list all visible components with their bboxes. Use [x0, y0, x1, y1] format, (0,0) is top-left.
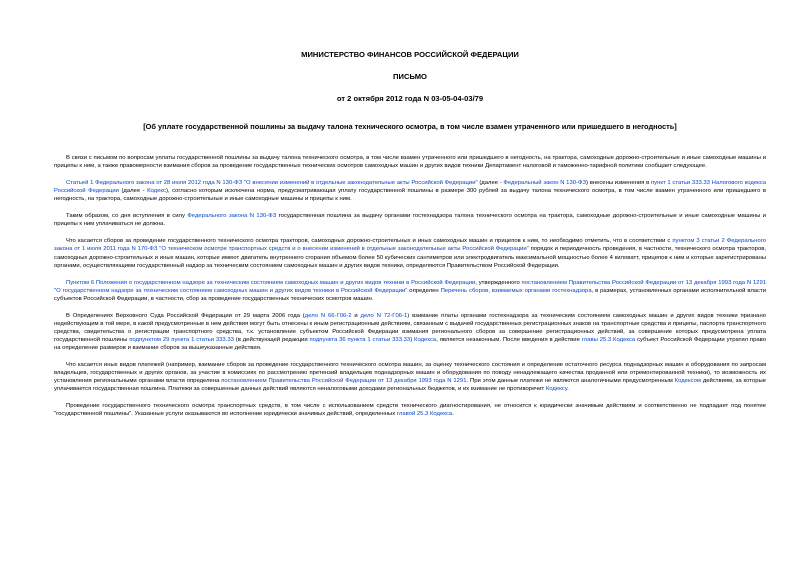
- document-date-number: от 2 октября 2012 года N 03-05-04-03/79: [336, 94, 484, 103]
- paragraph: [54, 312, 766, 352]
- paragraph-text: Что касается сборов за проведение государственного технического осмотра тракторов, самоходных дорожно-строительных и иных самоходных машин и прицепов к ним, то необходимо отметить, что в соответствии с: [66, 238, 673, 245]
- paragraph-text: (далее -: [477, 180, 504, 187]
- paragraph: [54, 237, 766, 269]
- paragraph-text: , в размерах, установленных органами исполнительной власти субъектов Российской Федерации, в частности, сбор за проведение государственных технических осмотров машин.: [54, 287, 766, 302]
- paragraph-text: и: [351, 312, 361, 319]
- document-link[interactable]: постановлением Правительства Российской Федерации от 13 декабря 1993 года N 1291 "О государственном надзоре за техническим состоянием самоходных машин и других видов техники в Российской Федерации": [54, 279, 766, 294]
- paragraph-text: , является незаконным. После введения в действие: [436, 337, 582, 344]
- paragraph: [54, 212, 766, 228]
- document-type: ПИСЬМО: [393, 72, 427, 81]
- paragraph-text: определен: [407, 287, 441, 294]
- paragraph-text: (далее -: [118, 188, 148, 195]
- document-link[interactable]: Статьей 1 Федерального закона от 28 июля 2012 года N 130-ФЗ "О внесении изменений в отдельные законодательные акты Российской Федерации": [66, 180, 478, 187]
- document-link[interactable]: подпункта 36 пункта 1 статьи 333.33: [309, 337, 411, 344]
- document-link[interactable]: главы 25.3 Кодекса: [581, 337, 636, 344]
- paragraph: [54, 154, 766, 170]
- paragraph: [54, 179, 766, 203]
- document-link[interactable]: Федеральный закон N 130-ФЗ: [503, 180, 587, 187]
- paragraph-text: В Определениях Верховного Суда Российской Федерации от 29 марта 2006 года (: [66, 312, 305, 319]
- paragraph-text: ) внесены изменения в: [586, 180, 651, 187]
- document-link[interactable]: Кодекса: [414, 337, 437, 344]
- paragraph-text: , утвержденного: [475, 279, 522, 286]
- paragraph: [54, 402, 766, 418]
- document-link[interactable]: постановлением Правительства Российской Федерации от 13 декабря 1993 года N 1291: [221, 378, 467, 385]
- document-link[interactable]: подпунктом 29 пункта 1 статьи 333.33: [129, 337, 234, 344]
- paragraph-text: ): [410, 337, 415, 344]
- paragraph-text: порядок и периодичность проведения, в частности, технического осмотра тракторов, самоходных дорожно-строительных и иных машин, которые имеют двигатель внутреннего сгорания объемом более 50 кубических сантиметров или электродвигатель максимальной мощностью более 4 киловатт, прицепов к ним и которые зарегистрированы органами, осуществляющими государственный надзор за техническим состоянием самоходных машин и других видов техники, определяются Правительством Российской Федерации.: [54, 246, 766, 269]
- document-subject: [Об уплате государственной пошлины за выдачу талона технического осмотра, в том числе взамен утраченного или пришедшего в негодность]: [143, 122, 677, 131]
- document-link[interactable]: пунктом 3 статьи 2 Федерального закона от 1 июля 2011 года N 170-ФЗ "О техническом осмотре транспортных средств и о внесении изменений в отдельные законодательные акты Российской Федерации": [54, 238, 766, 253]
- paragraph-text: .: [452, 411, 454, 418]
- paragraph-text: действиям, за которые уплачивается государственная пошлина. Платежи за совершенные данных действий являются неналоговыми доходами региональных бюджетов, и их взимание не противоречит: [54, 378, 766, 393]
- document-link[interactable]: Федерального закона N 130-ФЗ: [187, 213, 277, 220]
- paragraph-text: Таким образом, со дня вступления в силу: [66, 213, 188, 220]
- document-link[interactable]: дело N 72-Г06-1: [360, 312, 408, 319]
- document-link[interactable]: дело N 66-Г06-2: [304, 312, 352, 319]
- paragraph: [54, 279, 766, 303]
- paragraph: [54, 361, 766, 393]
- paragraph-text: государственная пошлина за выдачу органами гостехнадзора талона технического осмотра на трактора, самоходные дорожно-строительные и иные самоходные машины и прицепы к ним уплачиваться не должна.: [54, 213, 766, 228]
- paragraph-text: .: [567, 386, 569, 393]
- document-link[interactable]: Перечень сборов, взимаемых органами гостехнадзора: [440, 287, 592, 294]
- document: [54, 40, 766, 427]
- paragraph-text: Что касается иных видов платежей (например, взимание сборов за проведение государственного технического осмотра машин, за оценку технического состояния и определение остаточного ресурса поднадзорных машин и оборудования по запросам владельцев, государственных и других органов, за участие в комиссиях по рассмотрению претензий владельцев поднадзорных машин и оборудования по поводу ненадлежащего качества проданной или отремонтированной техники), то возможность их установления региональными органами власти определена: [54, 362, 766, 385]
- paragraph-text: субъект Российской Федерации утратил право на определение размеров и взимание сборов за вышеуказанные действия.: [54, 337, 767, 352]
- paragraph-text: ), согласно которым исключена норма, предусматривающая уплату государственной пошлины в размере 300 рублей за выдачу талона технического осмотра, в том числе взамен утраченного или пришедшего в негодность, на трактора, самоходные дорожно-строительные и иные самоходные машины и прицепы к ним.: [54, 188, 766, 203]
- document-link[interactable]: главой 25.3 Кодекса: [396, 411, 453, 418]
- paragraph-text: . При этом данные платежи не являются аналогичными предусмотренным: [466, 378, 675, 385]
- document-link[interactable]: Кодексу: [545, 386, 568, 393]
- paragraph-text: (в действующей редакции: [233, 337, 310, 344]
- paragraph-text: ) взимание платы органами гостехнадзора за техническим состоянием самоходных машин и других видов техники признано недействующим в той мере, в какой предусмотренные в нем действия могут быть отнесены к иным регистрационным действиям, связанным с выдачей государственных регистрационных знаков на транспортные средства и прицепы, паспорта транспортного средства, свидетельства о регистрации транспортного средства, т.к. установление субъектом Российской Федерации взимания регионального сборов за совершение регистрационных действий, за совершение которых предусмотрена уплата государственной пошлины: [54, 312, 766, 344]
- document-link[interactable]: Кодексом: [674, 378, 701, 385]
- document-link[interactable]: пункт 1 статьи 333.33 Налогового кодекса Российской Федерации: [54, 180, 767, 195]
- document-link[interactable]: Кодекс: [147, 188, 166, 195]
- paragraph-text: В связи с письмом по вопросам уплаты государственной пошлины за выдачу талона технического осмотра, в том числе взамен утраченного или пришедшего в негодность, на трактора, самоходные дорожно-строительные и иные самоходные машины и прицепы к ним, а также правомерности взимания сборов за проведение государственных технических осмотров самоходных машин и других видов техники Департамент налоговой и таможенно-тарифной политики сообщает следующее.: [54, 155, 766, 170]
- paragraph-text: Проведение государственного технического осмотра транспортных средств, в том числе с использованием средств технического диагностирования, не относится к юридически значимым действиям и соответственно не подпадает под понятие "государственной пошлины". Указанные услуги оказываются во исполнение юридически значимых действий, определенных: [54, 403, 766, 418]
- document-link[interactable]: Пунктом 6 Положения о государственном надзоре за техническим состоянием самоходных машин и других видов техники в Российской Федерации: [66, 279, 476, 286]
- document-body: [54, 154, 766, 419]
- ministry-title: МИНИСТЕРСТВО ФИНАНСОВ РОССИЙСКОЙ ФЕДЕРАЦИИ: [301, 50, 519, 59]
